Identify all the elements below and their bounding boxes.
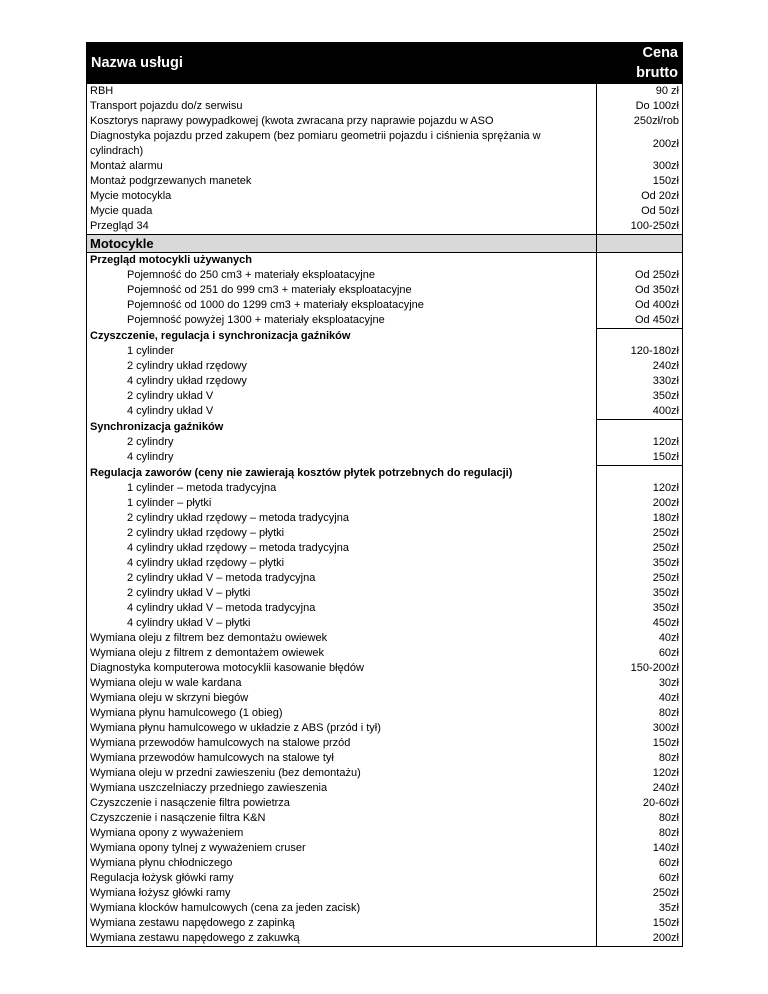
service-name: 4 cylindry układ V – płytki (87, 616, 597, 631)
service-name: Wymiana oleju z filtrem bez demontażu owiewek (87, 631, 597, 646)
table-row (87, 219, 683, 235)
service-name: Wymiana łożysz główki ramy (87, 886, 597, 901)
table-body (87, 84, 683, 947)
service-name: 1 cylinder – płytki (87, 496, 597, 511)
service-name: Montaż podgrzewanych manetek (87, 174, 597, 189)
price-table (86, 42, 683, 947)
table-row (87, 616, 683, 631)
table-row (87, 646, 683, 661)
table-row (87, 871, 683, 886)
service-price: 240zł (597, 781, 683, 796)
service-name: Pojemność od 1000 do 1299 cm3 + materiały eksploatacyjne (87, 298, 597, 313)
header-price (597, 43, 683, 84)
table-row (87, 661, 683, 676)
service-price: 60zł (597, 856, 683, 871)
price-list (86, 42, 682, 947)
service-name: Czyszczenie, regulacja i synchronizacja gaźników (87, 329, 597, 345)
service-name: Wymiana klocków hamulcowych (cena za jeden zacisk) (87, 901, 597, 916)
service-name: 2 cylindry układ rzędowy – metoda tradycyjna (87, 511, 597, 526)
service-name: RBH (87, 84, 597, 100)
table-row (87, 556, 683, 571)
service-name: Wymiana oleju w skrzyni biegów (87, 691, 597, 706)
section-row (87, 235, 683, 253)
table-row (87, 159, 683, 174)
service-price: 40zł (597, 691, 683, 706)
service-name: 4 cylindry układ V – metoda tradycyjna (87, 601, 597, 616)
service-price: 150zł (597, 916, 683, 931)
service-price: 350zł (597, 601, 683, 616)
service-price: Od 450zł (597, 313, 683, 329)
service-price: 250zł (597, 571, 683, 586)
service-price: 100-250zł (597, 219, 683, 235)
service-price: 180zł (597, 511, 683, 526)
service-name: Mycie quada (87, 204, 597, 219)
service-name: 4 cylindry układ rzędowy (87, 374, 597, 389)
service-price: 150zł (597, 174, 683, 189)
service-name: Wymiana przewodów hamulcowych na stalowe tył (87, 751, 597, 766)
table-header (87, 43, 683, 84)
service-name: Diagnostyka komputerowa motocyklii kasowanie błędów (87, 661, 597, 676)
service-name: 4 cylindry (87, 450, 597, 466)
service-price: 35zł (597, 901, 683, 916)
service-price (597, 466, 683, 482)
service-price: Od 250zł (597, 268, 683, 283)
service-name: Wymiana oleju z filtrem z demontażem owiewek (87, 646, 597, 661)
service-price: 120zł (597, 766, 683, 781)
service-price: 200zł (597, 931, 683, 947)
table-row (87, 841, 683, 856)
table-row (87, 886, 683, 901)
service-name: 4 cylindry układ V (87, 404, 597, 420)
service-price: 90 zł (597, 84, 683, 100)
service-name: Wymiana przewodów hamulcowych na stalowe przód (87, 736, 597, 751)
table-row (87, 736, 683, 751)
service-price: 80zł (597, 811, 683, 826)
service-price: 400zł (597, 404, 683, 420)
table-row (87, 811, 683, 826)
table-row (87, 344, 683, 359)
service-price: 350zł (597, 556, 683, 571)
service-price: 140zł (597, 841, 683, 856)
service-price: Do 100zł (597, 99, 683, 114)
table-row (87, 389, 683, 404)
table-row (87, 114, 683, 129)
service-name: Przegląd 34 (87, 219, 597, 235)
service-price: 60zł (597, 646, 683, 661)
table-row (87, 298, 683, 313)
table-row (87, 781, 683, 796)
service-name: Wymiana płynu hamulcowego (1 obieg) (87, 706, 597, 721)
table-row (87, 856, 683, 871)
service-price: 300zł (597, 159, 683, 174)
service-name: 2 cylindry (87, 435, 597, 450)
table-row (87, 450, 683, 466)
service-name: 1 cylinder (87, 344, 597, 359)
group-header-row (87, 420, 683, 436)
service-name: Pojemność od 251 do 999 cm3 + materiały eksploatacyjne (87, 283, 597, 298)
service-name: Wymiana uszczelniaczy przedniego zawieszenia (87, 781, 597, 796)
group-header-row (87, 466, 683, 482)
section-price-cell (597, 235, 683, 253)
service-price: 240zł (597, 359, 683, 374)
service-name: Wymiana płynu chłodniczego (87, 856, 597, 871)
table-row (87, 931, 683, 947)
service-price: 300zł (597, 721, 683, 736)
table-row (87, 99, 683, 114)
table-row (87, 766, 683, 781)
table-row (87, 481, 683, 496)
service-price: 150-200zł (597, 661, 683, 676)
table-row (87, 586, 683, 601)
service-name: Mycie motocykla (87, 189, 597, 204)
service-name: Regulacja łożysk główki ramy (87, 871, 597, 886)
service-name: 2 cylindry układ V – płytki (87, 586, 597, 601)
service-price: 250zł (597, 886, 683, 901)
service-price (597, 420, 683, 436)
table-row (87, 359, 683, 374)
table-row (87, 721, 683, 736)
service-price: 450zł (597, 616, 683, 631)
service-name: 2 cylindry układ rzędowy – płytki (87, 526, 597, 541)
table-row (87, 189, 683, 204)
service-name: Pojemność powyżej 1300 + materiały eksploatacyjne (87, 313, 597, 329)
group-header-row (87, 329, 683, 345)
service-name: Synchronizacja gaźników (87, 420, 597, 436)
service-price: 200zł (597, 496, 683, 511)
service-price: Od 350zł (597, 283, 683, 298)
service-price: 40zł (597, 631, 683, 646)
service-price: 120-180zł (597, 344, 683, 359)
table-row (87, 541, 683, 556)
service-name: Diagnostyka pojazdu przed zakupem (bez pomiaru geometrii pojazdu i ciśnienia sprężania w cylindrach) (87, 129, 597, 159)
service-name: Wymiana zestawu napędowego z zakuwką (87, 931, 597, 947)
table-row (87, 631, 683, 646)
service-name: 2 cylindry układ V – metoda tradycyjna (87, 571, 597, 586)
table-row (87, 796, 683, 811)
service-price: Od 20zł (597, 189, 683, 204)
table-row (87, 751, 683, 766)
service-name: Wymiana oleju w wale kardana (87, 676, 597, 691)
table-row (87, 84, 683, 100)
table-row (87, 374, 683, 389)
service-name: Przegląd motocykli używanych (87, 253, 597, 269)
service-name: Wymiana zestawu napędowego z zapinką (87, 916, 597, 931)
table-row (87, 571, 683, 586)
table-row (87, 129, 683, 159)
group-header-row (87, 253, 683, 269)
service-price: 250zł (597, 526, 683, 541)
service-price (597, 329, 683, 345)
service-name: 1 cylinder – metoda tradycyjna (87, 481, 597, 496)
service-name: Wymiana płynu hamulcowego w układzie z ABS (przód i tył) (87, 721, 597, 736)
service-name: Wymiana opony z wyważeniem (87, 826, 597, 841)
service-price: 20-60zł (597, 796, 683, 811)
service-price (597, 253, 683, 269)
service-price: 120zł (597, 481, 683, 496)
table-row (87, 691, 683, 706)
service-name: 2 cylindry układ rzędowy (87, 359, 597, 374)
table-row (87, 283, 683, 298)
service-price: 250zł (597, 541, 683, 556)
service-price: 330zł (597, 374, 683, 389)
service-price: 120zł (597, 435, 683, 450)
service-name: Pojemność do 250 cm3 + materiały eksploatacyjne (87, 268, 597, 283)
header-price-line2: brutto (636, 65, 678, 81)
table-row (87, 526, 683, 541)
service-name: Wymiana oleju w przedni zawieszeniu (bez demontażu) (87, 766, 597, 781)
service-price: Od 50zł (597, 204, 683, 219)
service-price: 350zł (597, 389, 683, 404)
table-row (87, 404, 683, 420)
table-row (87, 901, 683, 916)
service-name: 2 cylindry układ V (87, 389, 597, 404)
service-price: 80zł (597, 826, 683, 841)
table-row (87, 204, 683, 219)
service-name: 4 cylindry układ rzędowy – metoda tradycyjna (87, 541, 597, 556)
service-price: Od 400zł (597, 298, 683, 313)
table-row (87, 496, 683, 511)
table-row (87, 435, 683, 450)
header-service-name: Nazwa usługi (87, 43, 597, 84)
service-price: 80zł (597, 706, 683, 721)
table-row (87, 313, 683, 329)
service-name: Montaż alarmu (87, 159, 597, 174)
service-price: 80zł (597, 751, 683, 766)
service-price: 60zł (597, 871, 683, 886)
service-name: Regulacja zaworów (ceny nie zawierają kosztów płytek potrzebnych do regulacji) (87, 466, 597, 482)
service-name: 4 cylindry układ rzędowy – płytki (87, 556, 597, 571)
table-row (87, 268, 683, 283)
service-price: 200zł (597, 129, 683, 159)
header-price-line1: Cena (642, 45, 678, 61)
service-name: Czyszczenie i nasączenie filtra K&N (87, 811, 597, 826)
section-title: Motocykle (87, 235, 597, 253)
service-price: 350zł (597, 586, 683, 601)
table-row (87, 601, 683, 616)
table-row (87, 174, 683, 189)
table-row (87, 826, 683, 841)
service-price: 250zł/rob (597, 114, 683, 129)
service-name: Kosztorys naprawy powypadkowej (kwota zwracana przy naprawie pojazdu w ASO (87, 114, 597, 129)
service-price: 150zł (597, 450, 683, 466)
service-price: 150zł (597, 736, 683, 751)
table-row (87, 676, 683, 691)
table-row (87, 511, 683, 526)
service-name: Wymiana opony tylnej z wyważeniem cruser (87, 841, 597, 856)
service-name: Transport pojazdu do/z serwisu (87, 99, 597, 114)
table-row (87, 706, 683, 721)
service-price: 30zł (597, 676, 683, 691)
service-name: Czyszczenie i nasączenie filtra powietrza (87, 796, 597, 811)
table-row (87, 916, 683, 931)
